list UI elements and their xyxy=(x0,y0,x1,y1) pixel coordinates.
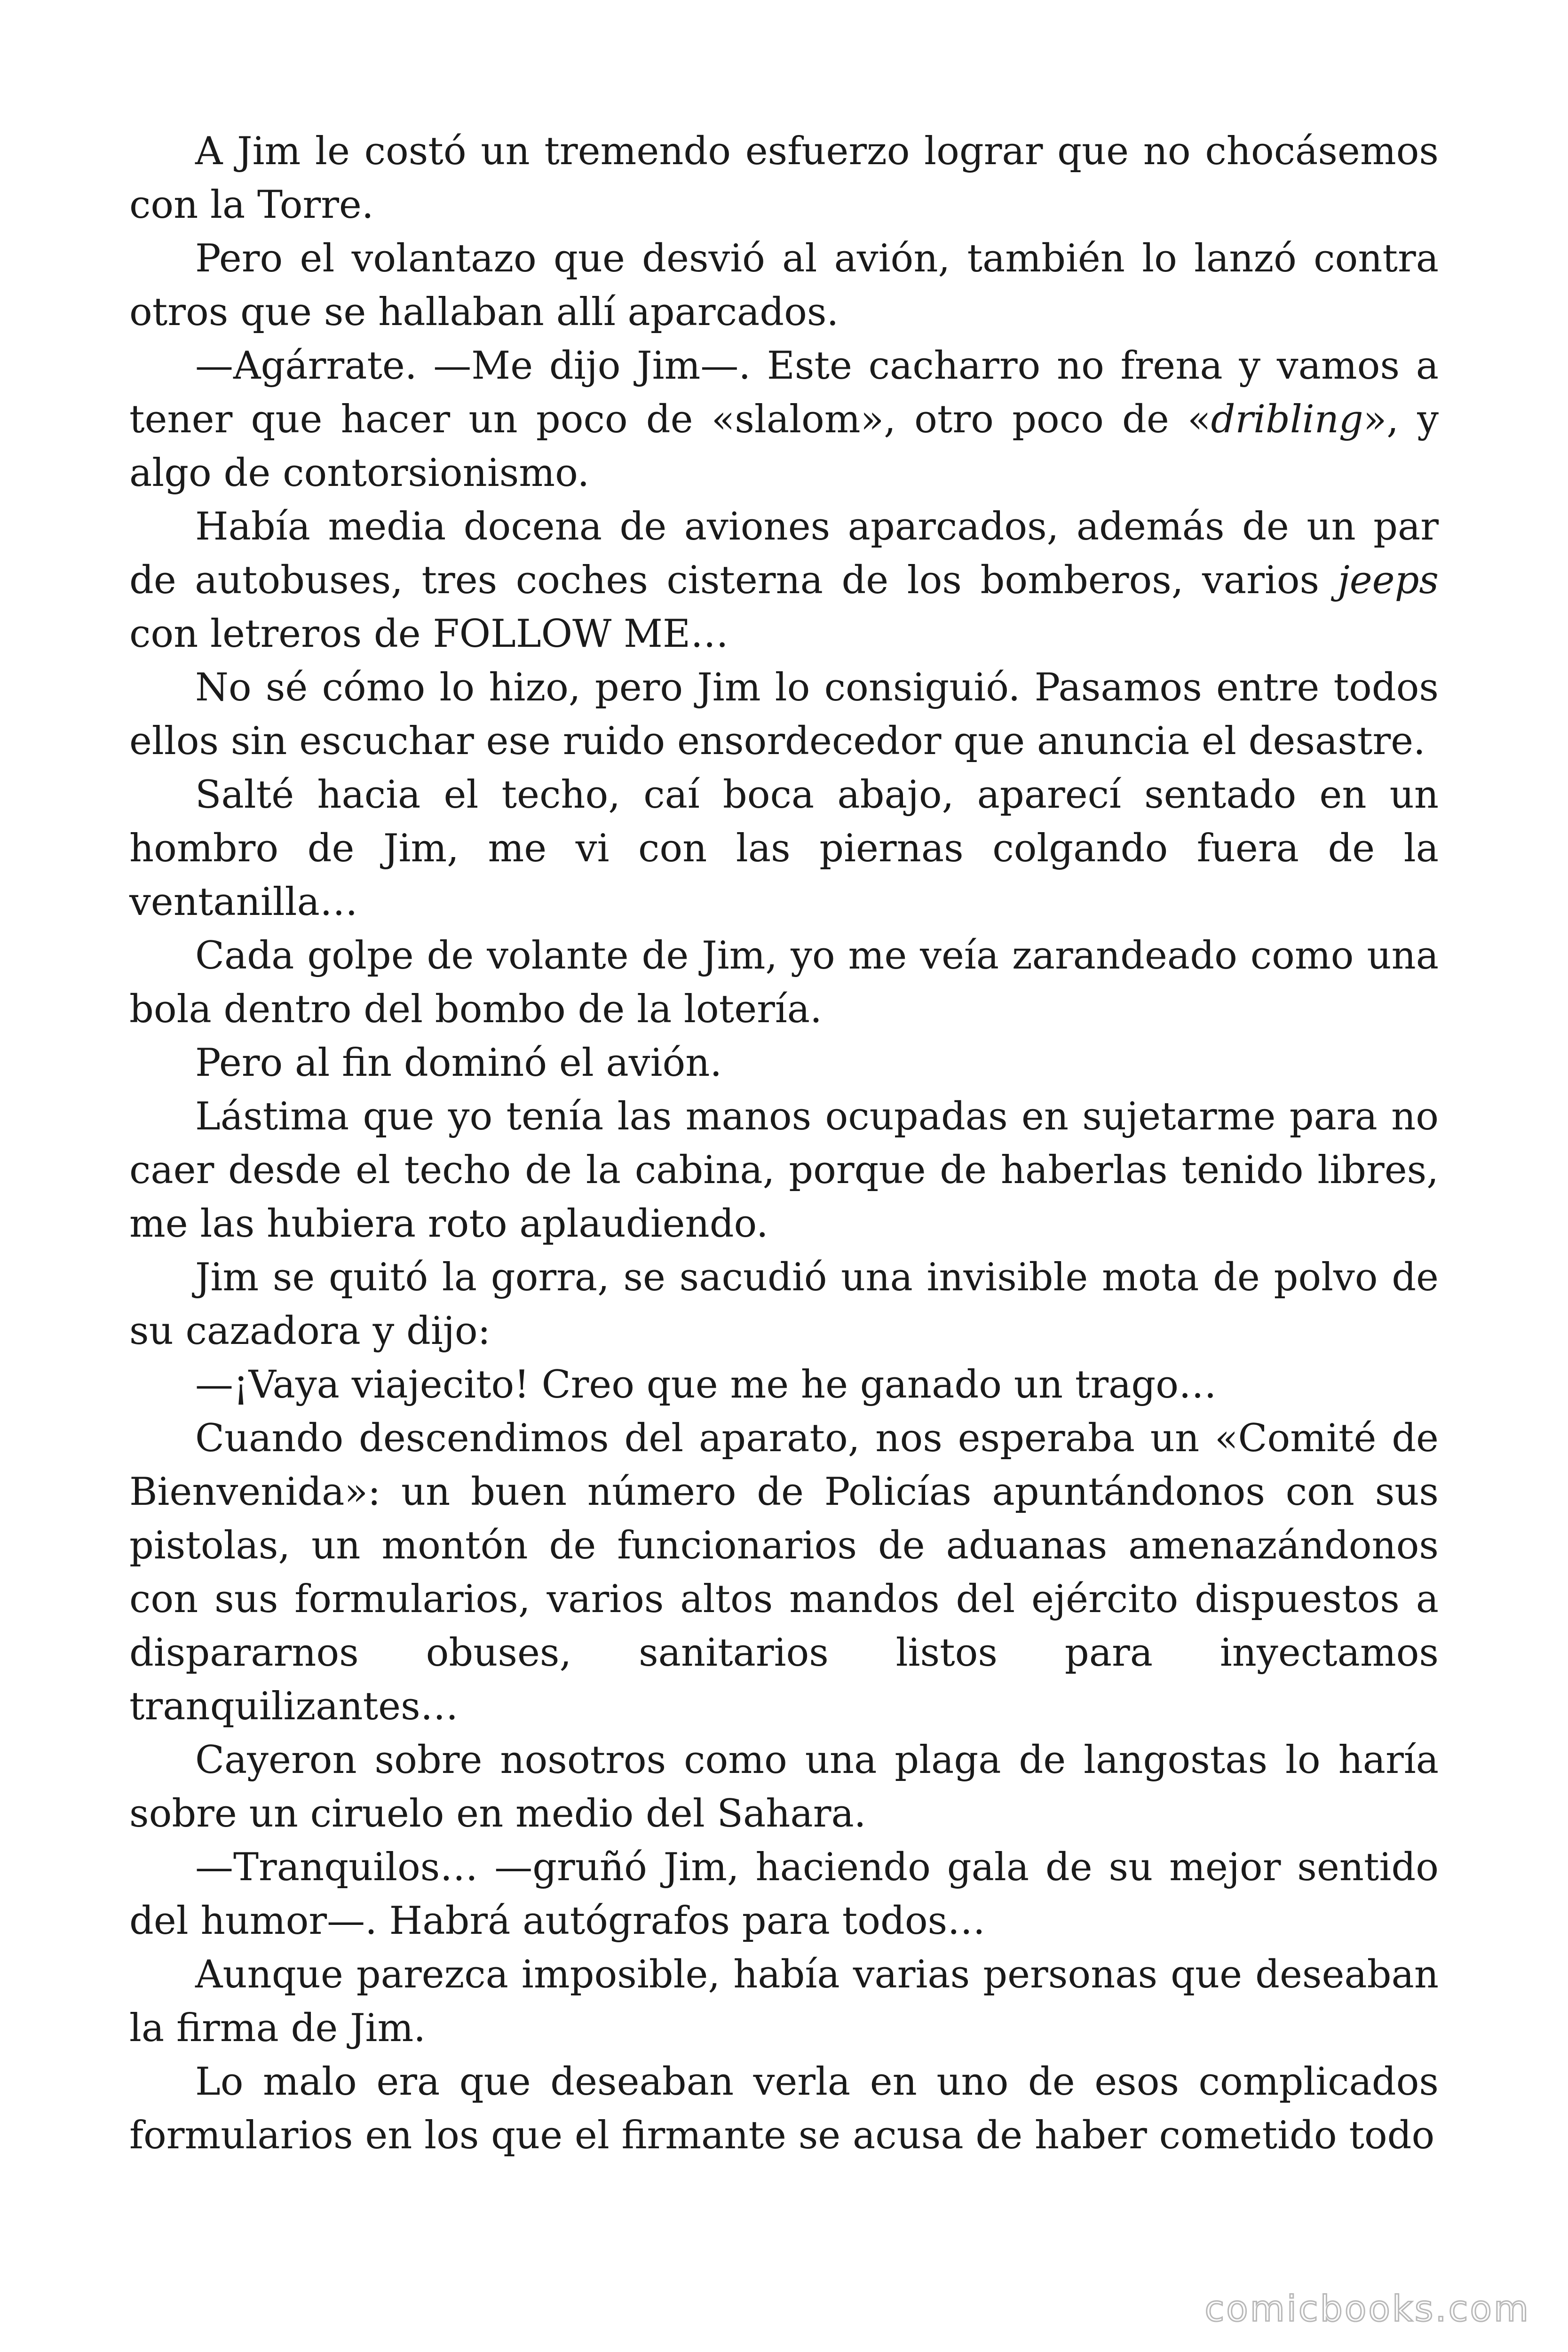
paragraph: Pero al fin dominó el avión. xyxy=(195,1041,722,1085)
paragraph: —Tranquilos… —gruñó Jim, haciendo gala de su mejor sentido del humor—. Habrá autógrafos para todos… xyxy=(129,1845,1439,1943)
paragraph: Había media docena de aviones aparcados, además de un par de autobuses, tres coches cisterna de los bomberos, varios jeeps con letreros de FOLLOW ME… xyxy=(129,505,1439,656)
paragraph: —Agárrate. —Me dijo Jim—. Este cacharro no frena y vamos a tener que hacer un poco de «slalom», otro poco de «dribling», y algo de contorsionismo. xyxy=(129,344,1439,495)
paragraph: Lástima que yo tenía las manos ocupadas en sujetarme para no caer desde el techo de la cabina, porque de haberlas tenido libres, me las hubiera roto aplaudiendo. xyxy=(129,1095,1439,1246)
paragraph: A Jim le costó un tremendo esfuerzo lograr que no chocásemos con la Torre. xyxy=(129,129,1439,227)
paragraph: Cuando descendimos del aparato, nos esperaba un «Comité de Bienvenida»: un buen número de Policías apuntándonos con sus pistolas, un montón de funcionarios de aduanas amenazándonos con sus formularios, varios altos mandos del ejército dispuestos a dispararnos obuses, sanitarios listos para inyectamos tranquilizantes… xyxy=(129,1416,1439,1729)
paragraph: Cada golpe de volante de Jim, yo me veía zarandeado como una bola dentro del bombo de la lotería. xyxy=(129,934,1439,1032)
paragraph: Lo malo era que deseaban verla en uno de esos complicados formularios en los que el firmante se acusa de haber cometido todo xyxy=(129,2060,1439,2158)
body-text xyxy=(129,125,1439,2162)
italic-word: dribling xyxy=(1211,397,1363,442)
italic-word: jeeps xyxy=(1338,558,1439,603)
paragraph: Pero el volantazo que desvió al avión, también lo lanzó contra otros que se hallaban allí aparcados. xyxy=(129,237,1439,334)
paragraph: —¡Vaya viajecito! Creo que me he ganado un trago… xyxy=(195,1363,1217,1407)
paragraph: Aunque parezca imposible, había varias personas que deseaban la firma de Jim. xyxy=(129,1953,1439,2050)
paragraph: No sé cómo lo hizo, pero Jim lo consiguió. Pasamos entre todos ellos sin escuchar ese ruido ensordecedor que anuncia el desastre. xyxy=(129,666,1439,763)
watermark: comicbooks.com xyxy=(1204,2288,1530,2329)
paragraph: Salté hacia el techo, caí boca abajo, aparecí sentado en un hombro de Jim, me vi con las piernas colgando fuera de la ventanilla… xyxy=(129,773,1439,924)
paragraph: Jim se quitó la gorra, se sacudió una invisible mota de polvo de su cazadora y dijo: xyxy=(129,1255,1439,1353)
paragraph: Cayeron sobre nosotros como una plaga de langostas lo haría sobre un ciruelo en medio del Sahara. xyxy=(129,1738,1439,1836)
